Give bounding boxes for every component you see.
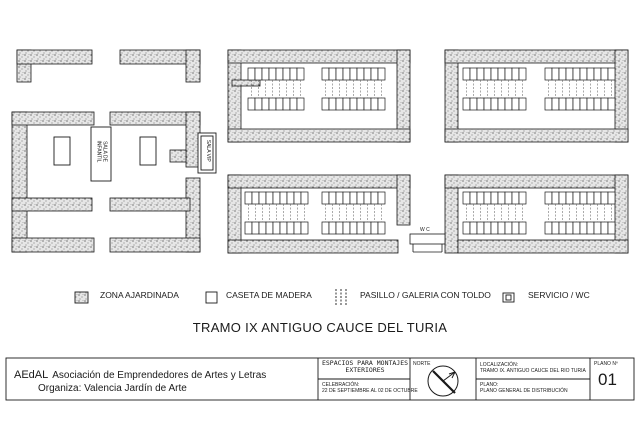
- norte-label: NORTE: [413, 361, 431, 367]
- stall-booth: [322, 192, 329, 204]
- stall-booth: [336, 222, 343, 234]
- stall-booth: [470, 192, 477, 204]
- stall-booth: [491, 98, 498, 110]
- stall-booth: [484, 222, 491, 234]
- stall-booth: [545, 98, 552, 110]
- stall-booth: [329, 222, 336, 234]
- stall-booth: [608, 222, 615, 234]
- stall-booth: [290, 98, 297, 110]
- plano-number-label: PLANO Nº: [594, 361, 618, 367]
- stall-booth: [259, 222, 266, 234]
- stall-booth: [252, 222, 259, 234]
- stall-booth: [371, 68, 378, 80]
- stall-booth: [573, 192, 580, 204]
- stall-booth: [287, 192, 294, 204]
- stall-booth: [343, 98, 350, 110]
- stall-booth: [283, 68, 290, 80]
- stall-booth: [484, 68, 491, 80]
- stall-booth: [580, 98, 587, 110]
- stall-booth: [336, 98, 343, 110]
- plano-number: 01: [598, 370, 617, 389]
- stall-booth: [262, 68, 269, 80]
- stall-booth: [505, 98, 512, 110]
- org-acronym: AEdAL: [14, 369, 49, 381]
- stall-booth: [594, 98, 601, 110]
- stall-booth: [573, 98, 580, 110]
- stall-booth: [294, 192, 301, 204]
- stall-booth: [322, 222, 329, 234]
- legend-zona-ajardinada: ZONA AJARDINADA: [100, 290, 179, 300]
- stall-booth: [371, 222, 378, 234]
- stall-booth: [608, 98, 615, 110]
- stall-booth: [463, 98, 470, 110]
- stall-booth: [587, 192, 594, 204]
- stall-booth: [350, 192, 357, 204]
- stall-booth: [245, 192, 252, 204]
- stall-booth: [378, 222, 385, 234]
- stall-booth: [297, 68, 304, 80]
- stall-booth: [259, 192, 266, 204]
- stall-booth: [608, 68, 615, 80]
- stall-booth: [566, 192, 573, 204]
- stall-booth: [505, 222, 512, 234]
- stall-booth: [519, 98, 526, 110]
- handwritten-note: ESPACIOS PARA MONTAJES EXTERIORES: [321, 359, 409, 374]
- localizacion-label: LOCALIZACIÓN:: [480, 362, 519, 368]
- stall-booth: [252, 192, 259, 204]
- stall-booth: [297, 98, 304, 110]
- stall-booth: [336, 192, 343, 204]
- stall-booth: [519, 222, 526, 234]
- stall-booth: [559, 192, 566, 204]
- stall-booth: [505, 68, 512, 80]
- stall-booth: [255, 98, 262, 110]
- stall-booth: [491, 192, 498, 204]
- stall-booth: [364, 98, 371, 110]
- stall-booth: [580, 68, 587, 80]
- stall-booth: [512, 192, 519, 204]
- stall-booth: [470, 98, 477, 110]
- stall-booth: [280, 192, 287, 204]
- stall-booth: [371, 192, 378, 204]
- stall-booth: [336, 68, 343, 80]
- stall-booth: [512, 68, 519, 80]
- stall-booth: [470, 222, 477, 234]
- stall-booth: [491, 68, 498, 80]
- stall-booth: [601, 222, 608, 234]
- stall-booth: [463, 222, 470, 234]
- sala-infantil-label: SALA DE INFANTIL: [96, 140, 108, 163]
- stall-booth: [255, 68, 262, 80]
- stall-booth: [463, 68, 470, 80]
- stall-booth: [552, 222, 559, 234]
- stall-booth: [276, 68, 283, 80]
- stall-booth: [559, 222, 566, 234]
- stall-booth: [290, 68, 297, 80]
- stall-booth: [343, 222, 350, 234]
- stall-booth: [378, 192, 385, 204]
- org-name: Asociación de Emprendedores de Artes y Letras: [52, 370, 267, 381]
- stall-booth: [266, 192, 273, 204]
- plan-title-text: TRAMO IX ANTIGUO CAUCE DEL TURIA: [192, 320, 448, 335]
- stall-booth: [357, 222, 364, 234]
- stall-booth: [512, 222, 519, 234]
- sala-vip-label: SALA VIP: [204, 139, 211, 162]
- stall-booth: [283, 98, 290, 110]
- stall-booth: [357, 192, 364, 204]
- stall-booth: [608, 192, 615, 204]
- stall-booth: [329, 98, 336, 110]
- stall-booth: [601, 68, 608, 80]
- org-line-2: Organiza: Valencia Jardín de Arte: [38, 383, 187, 394]
- stall-booth: [248, 68, 255, 80]
- stall-booth: [552, 68, 559, 80]
- stall-booth: [276, 98, 283, 110]
- stall-booth: [322, 98, 329, 110]
- stall-booth: [559, 68, 566, 80]
- stall-booth: [559, 98, 566, 110]
- stall-booth: [301, 222, 308, 234]
- stall-booth: [545, 222, 552, 234]
- stall-booth: [364, 68, 371, 80]
- legend-servicio-wc: SERVICIO / WC: [528, 290, 590, 300]
- stall-booth: [262, 98, 269, 110]
- celebracion-value: 22 DE SEPTIEMBRE AL 02 DE OCTUBRE: [322, 388, 418, 394]
- stall-booth: [322, 68, 329, 80]
- stall-booth: [371, 98, 378, 110]
- stall-booth: [357, 68, 364, 80]
- stall-booth: [484, 98, 491, 110]
- stall-booth: [329, 192, 336, 204]
- stall-booth: [573, 222, 580, 234]
- wc-block: [410, 234, 445, 252]
- stall-booth: [545, 68, 552, 80]
- stall-booth: [580, 222, 587, 234]
- stall-booth: [512, 98, 519, 110]
- stall-booth: [378, 98, 385, 110]
- stall-booth: [477, 68, 484, 80]
- stall-booth: [248, 98, 255, 110]
- stall-booth: [273, 192, 280, 204]
- stall-booth: [477, 192, 484, 204]
- celebracion-label: CELEBRACIÓN:: [322, 382, 360, 388]
- stall-booth: [491, 222, 498, 234]
- stall-booth: [566, 222, 573, 234]
- stall-booth: [594, 68, 601, 80]
- stall-booth: [587, 222, 594, 234]
- stall-booth: [587, 98, 594, 110]
- stall-booth: [280, 222, 287, 234]
- stall-booth: [470, 68, 477, 80]
- wc-label: W C: [420, 227, 430, 233]
- stall-booth: [378, 68, 385, 80]
- north-arrow-icon: [428, 366, 458, 396]
- stall-booth: [350, 222, 357, 234]
- stall-booth: [519, 68, 526, 80]
- stall-booth: [287, 222, 294, 234]
- stall-booth: [545, 192, 552, 204]
- stall-booth: [580, 192, 587, 204]
- stall-booth: [343, 192, 350, 204]
- stall-booth: [552, 192, 559, 204]
- stall-booth: [350, 98, 357, 110]
- stall-rows: [245, 68, 615, 234]
- stall-booth: [269, 68, 276, 80]
- plano-label: PLANO:: [480, 382, 499, 388]
- stall-booth: [266, 222, 273, 234]
- stall-booth: [498, 192, 505, 204]
- stall-booth: [601, 98, 608, 110]
- stall-booth: [552, 98, 559, 110]
- stall-booth: [329, 68, 336, 80]
- stall-booth: [463, 192, 470, 204]
- stall-booth: [587, 68, 594, 80]
- stall-booth: [498, 68, 505, 80]
- org-line-1: [14, 369, 266, 381]
- stall-booth: [273, 222, 280, 234]
- legend-pasillo-galeria: PASILLO / GALERIA CON TOLDO: [360, 290, 491, 300]
- stall-booth: [594, 192, 601, 204]
- stall-booth: [245, 222, 252, 234]
- stall-booth: [350, 68, 357, 80]
- stall-booth: [566, 68, 573, 80]
- localizacion-value: TRAMO IX. ANTIGUO CAUCE DEL RIO TURIA: [480, 368, 586, 374]
- stall-booth: [343, 68, 350, 80]
- stall-booth: [477, 98, 484, 110]
- stall-booth: [269, 98, 276, 110]
- stall-booth: [364, 222, 371, 234]
- stall-booth: [505, 192, 512, 204]
- stall-booth: [294, 222, 301, 234]
- stall-booth: [498, 222, 505, 234]
- stall-booth: [601, 192, 608, 204]
- stall-booth: [519, 192, 526, 204]
- stall-booth: [477, 222, 484, 234]
- stall-booth: [566, 98, 573, 110]
- stall-booth: [573, 68, 580, 80]
- legend-caseta-madera: CASETA DE MADERA: [226, 290, 312, 300]
- stall-booth: [364, 192, 371, 204]
- stall-booth: [301, 192, 308, 204]
- stall-booth: [594, 222, 601, 234]
- stall-booth: [484, 192, 491, 204]
- stall-booth: [498, 98, 505, 110]
- stall-booth: [357, 98, 364, 110]
- plano-value: PLANO GENERAL DE DISTRIBUCIÓN: [480, 388, 568, 394]
